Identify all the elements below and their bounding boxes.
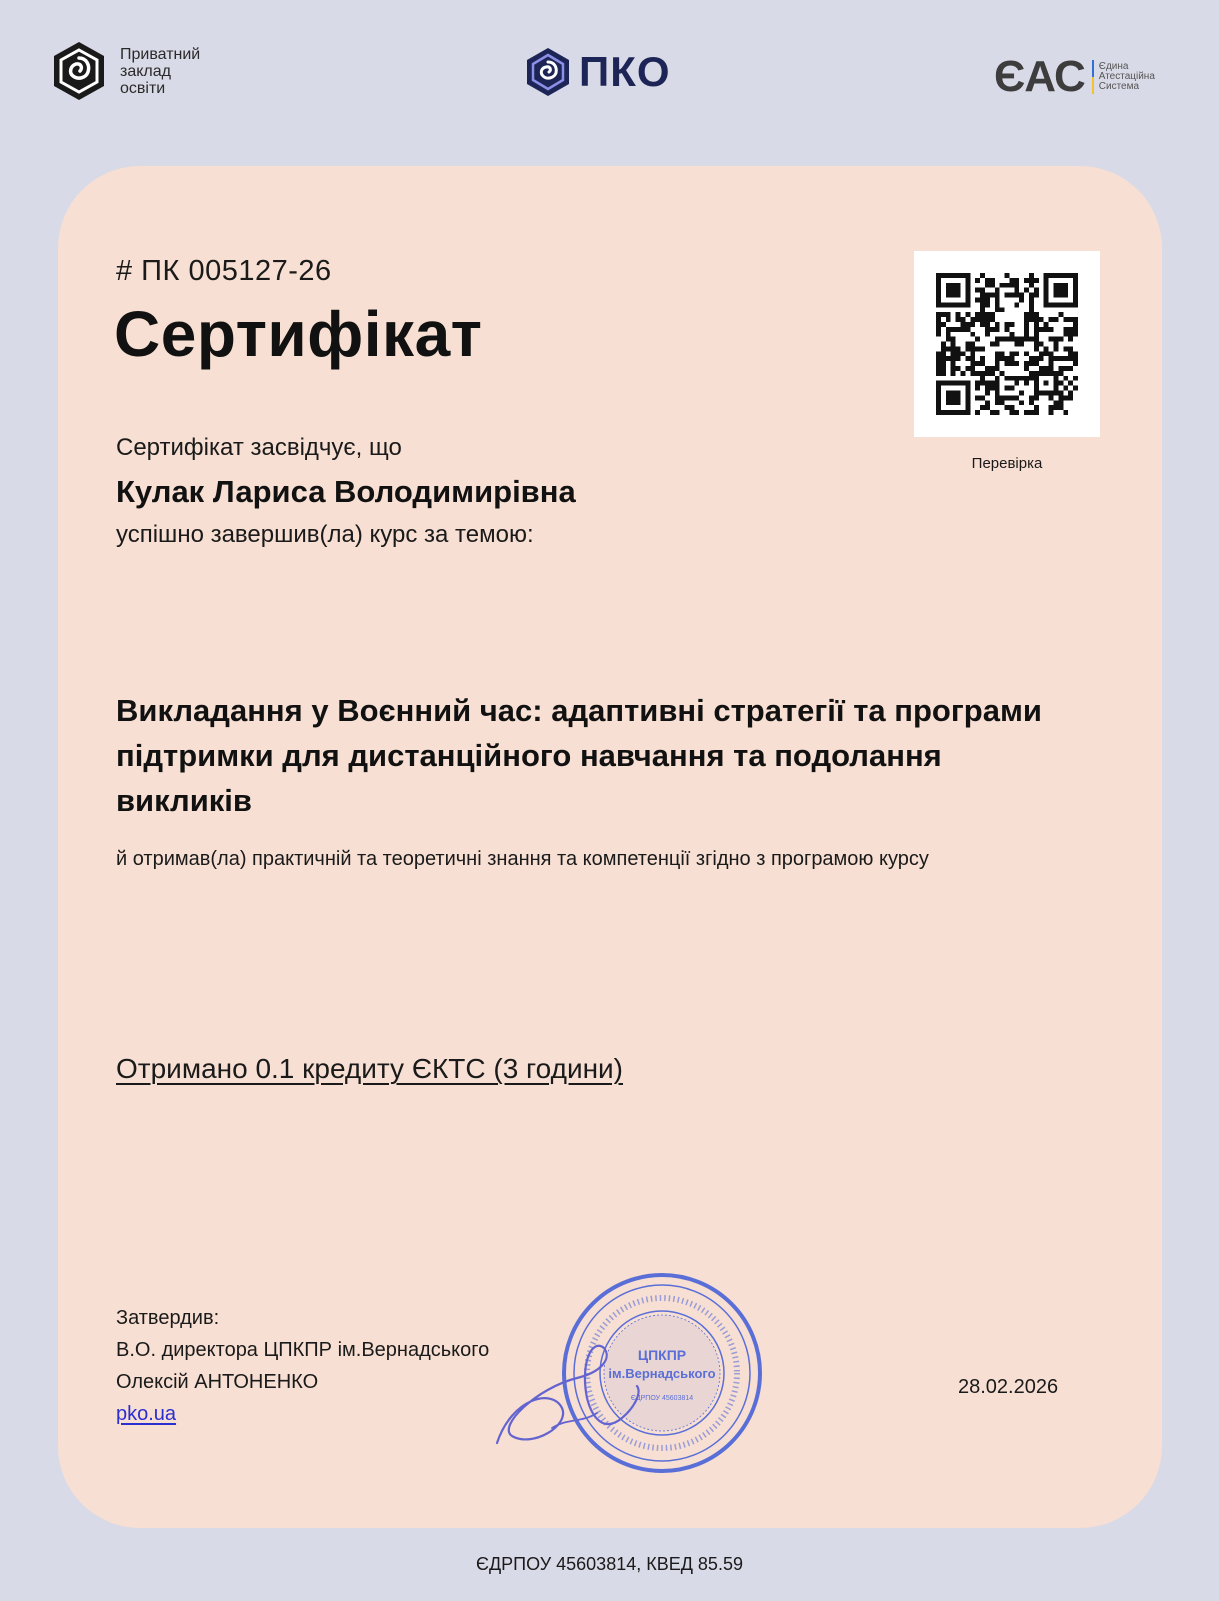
header	[0, 0, 1219, 160]
qr-code-icon	[936, 273, 1078, 415]
eas-logo-text: ЄАС	[994, 52, 1085, 101]
eas-logo-sub-2: Атестаційна	[1098, 71, 1155, 82]
approval-label: Затвердив:	[116, 1307, 220, 1329]
school-logo-line-2: заклад	[120, 62, 171, 80]
footer-registration: ЄДРПОУ 45603814, КВЕД 85.59	[476, 1554, 743, 1574]
eas-logo-sub-3: Система	[1098, 81, 1140, 92]
issue-date: 28.02.2026	[958, 1376, 1059, 1398]
school-logo-icon	[52, 40, 106, 102]
stamp-org-name: ім.Вернадського	[608, 1366, 716, 1381]
pko-logo-text: ПКО	[579, 48, 671, 95]
approval-block	[116, 1302, 489, 1430]
official-stamp	[492, 1268, 762, 1478]
completed-text: успішно завершив(ла) курс за темою:	[116, 521, 534, 548]
eas-logo[interactable]	[994, 52, 1155, 102]
course-title: Викладання у Воєнний час: адаптивні стратегії та програми підтримки для дистанційного навчання та подолання викликів	[116, 693, 1042, 818]
certificate-title: Сертифікат	[114, 298, 483, 370]
pko-logo-icon	[525, 46, 571, 98]
site-link[interactable]: pko.ua	[116, 1403, 177, 1425]
credits-text: Отримано 0.1 кредиту ЄКТС (3 години)	[116, 1053, 624, 1084]
stamp-code: ЄДРПОУ 45603814	[630, 1395, 694, 1402]
approval-name: Олексій АНТОНЕНКО	[116, 1371, 319, 1393]
pko-logo[interactable]	[525, 46, 671, 98]
flag-stripe-icon	[1092, 60, 1094, 94]
approval-position: В.О. директора ЦПКПР ім.Вернадського	[116, 1339, 490, 1361]
certificate-number: # ПК 005127-26	[116, 255, 332, 287]
eas-logo-sub-1: Єдина	[1098, 61, 1129, 72]
person-name: Кулак Лариса Володимирівна	[116, 474, 576, 509]
received-text: й отримав(ла) практичній та теоретичні знання та компетенції згідно з програмою курсу	[116, 848, 929, 870]
qr-code[interactable]	[914, 251, 1100, 437]
qr-caption: Перевірка	[971, 455, 1043, 472]
stamp-org-short: ЦПКПР	[637, 1347, 687, 1363]
school-logo[interactable]	[52, 40, 200, 102]
certifies-text: Сертифікат засвідчує, що	[116, 434, 402, 461]
school-logo-line-3: освіти	[120, 79, 166, 97]
school-logo-line-1: Приватний	[120, 45, 201, 63]
